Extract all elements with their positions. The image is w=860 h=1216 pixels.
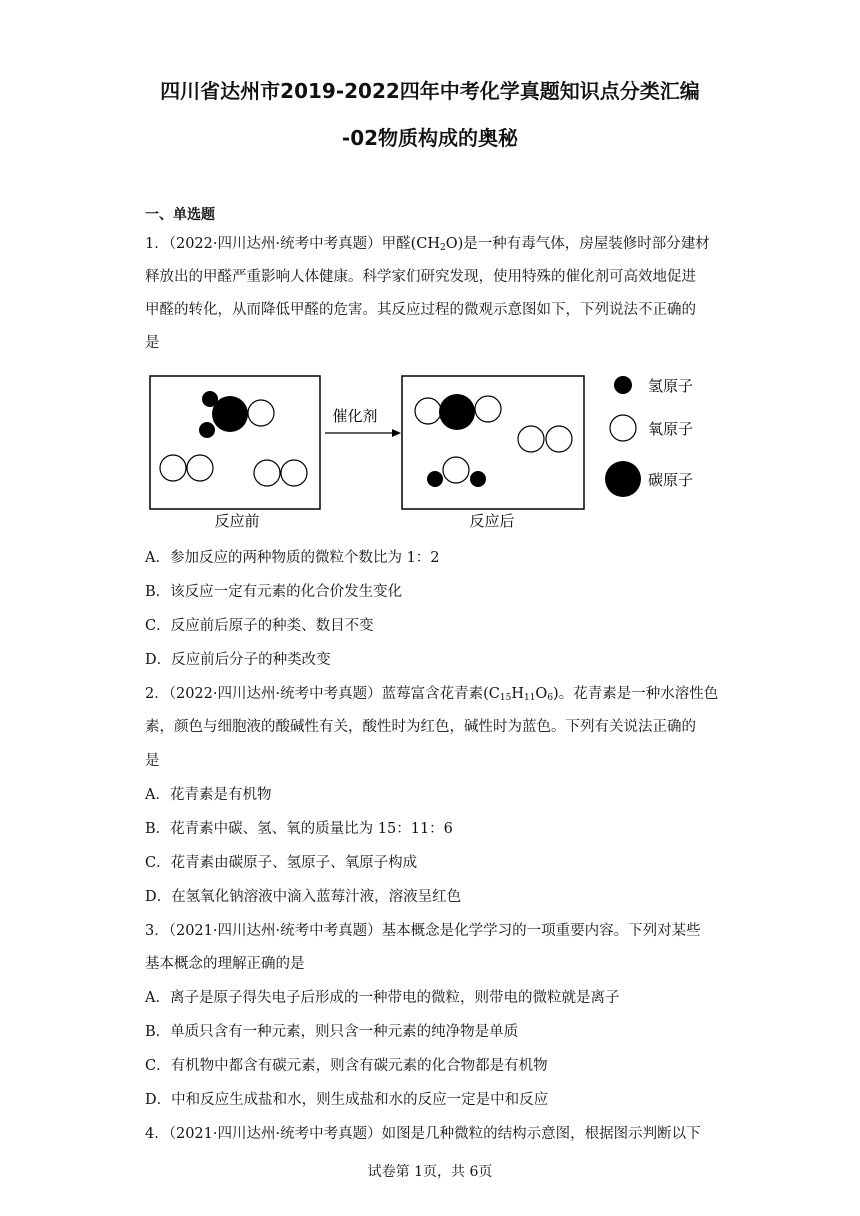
reaction-diagram [145,368,715,534]
oxygen-atom [415,398,441,424]
q2-option-b: B．花青素中碳、氢、氧的质量比为 15：11：6 [145,821,453,837]
oxygen-atom [546,426,572,452]
q2-option-a: A．花青素是有机物 [145,787,272,803]
arrow-head [392,429,401,437]
legend-hydrogen-label: 氢原子 [648,377,694,395]
q1-option-d: D．反应前后分子的种类改变 [145,652,331,668]
q2-option-c: C．花青素由碳原子、氢原子、氧原子构成 [145,855,418,871]
q2-stem-line1: 2．（2022·四川达州·统考中考真题）蓝莓富含花青素$(C_{15}H_{11}O_6)$。花青素是一种水溶性色 [145,686,719,703]
oxygen-atom [248,400,274,426]
carbon-atom [212,396,248,432]
hydrogen-atom [470,471,486,487]
q1-stem-line3: 甲醛的转化，从而降低甲醛的危害。其反应过程的微观示意图如下，下列说法不正确的 [145,302,696,318]
q3-stem-line1: 3．（2021·四川达州·统考中考真题）基本概念是化学学习的一项重要内容。下列对某些 [145,923,701,939]
q2-stem-line2: 素，颜色与细胞液的酸碱性有关，酸性时为红色，碱性时为蓝色。下列有关说法正确的 [145,719,696,735]
page-footer: 试卷第 1页，共 6页 [367,1164,493,1180]
q3-option-a: A．离子是原子得失电子后形成的一种带电的微粒，则带电的微粒就是离子 [145,990,620,1006]
q2-stem-line3: 是 [145,753,160,769]
before-box [150,376,320,509]
q1-stem-line4: 是 [145,335,160,351]
section-heading: 一、单选题 [145,207,215,223]
before-label: 反应前 [214,512,260,530]
oxygen-atom [518,426,544,452]
oxygen-atom [443,457,469,483]
legend-oxygen-symbol [610,415,636,441]
oxygen-atom [281,460,307,486]
legend-carbon-label: 碳原子 [648,471,694,489]
q3-option-c: C．有机物中都含有碳元素，则含有碳元素的化合物都是有机物 [145,1058,548,1074]
page-title-line1: 四川省达州市2019-2022四年中考化学真题知识点分类汇编 [160,79,700,103]
oxygen-atom [160,455,186,481]
oxygen-atom [475,396,501,422]
q3-stem-line2: 基本概念的理解正确的是 [145,956,305,972]
hydrogen-atom [427,471,443,487]
carbon-atom [439,394,475,430]
legend-oxygen-label: 氧原子 [648,420,694,438]
q3-option-b: B．单质只含有一种元素，则只含一种元素的纯净物是单质 [145,1024,519,1040]
q3-option-d: D．中和反应生成盐和水，则生成盐和水的反应一定是中和反应 [145,1092,549,1108]
catalyst-label: 催化剂 [332,407,378,425]
oxygen-atom [187,455,213,481]
q1-stem-line1: 1．（2022·四川达州·统考中考真题）甲醛$(CH_2O)$是一种有毒气体，房屋装修时部分建材 [145,236,710,253]
oxygen-atom [254,460,280,486]
page-title-line2: -02物质构成的奥秘 [341,126,519,150]
q1-option-b: B．该反应一定有元素的化合价发生变化 [145,584,403,600]
q1-option-a: A．参加反应的两种物质的微粒个数比为 1：2 [145,550,440,566]
after-label: 反应后 [469,512,515,530]
legend-carbon-symbol [605,461,641,497]
q4-stem-line1: 4．（2021·四川达州·统考中考真题）如图是几种微粒的结构示意图，根据图示判断以下 [145,1126,701,1142]
q1-stem-line2: 释放出的甲醛严重影响人体健康。科学家们研究发现，使用特殊的催化剂可高效地促进 [145,269,696,285]
hydrogen-atom [199,422,215,438]
q2-option-d: D．在氢氧化钠溶液中滴入蓝莓汁液，溶液呈红色 [145,889,462,905]
legend-hydrogen-symbol [614,376,632,394]
q1-option-c: C．反应前后原子的种类、数目不变 [145,618,374,634]
